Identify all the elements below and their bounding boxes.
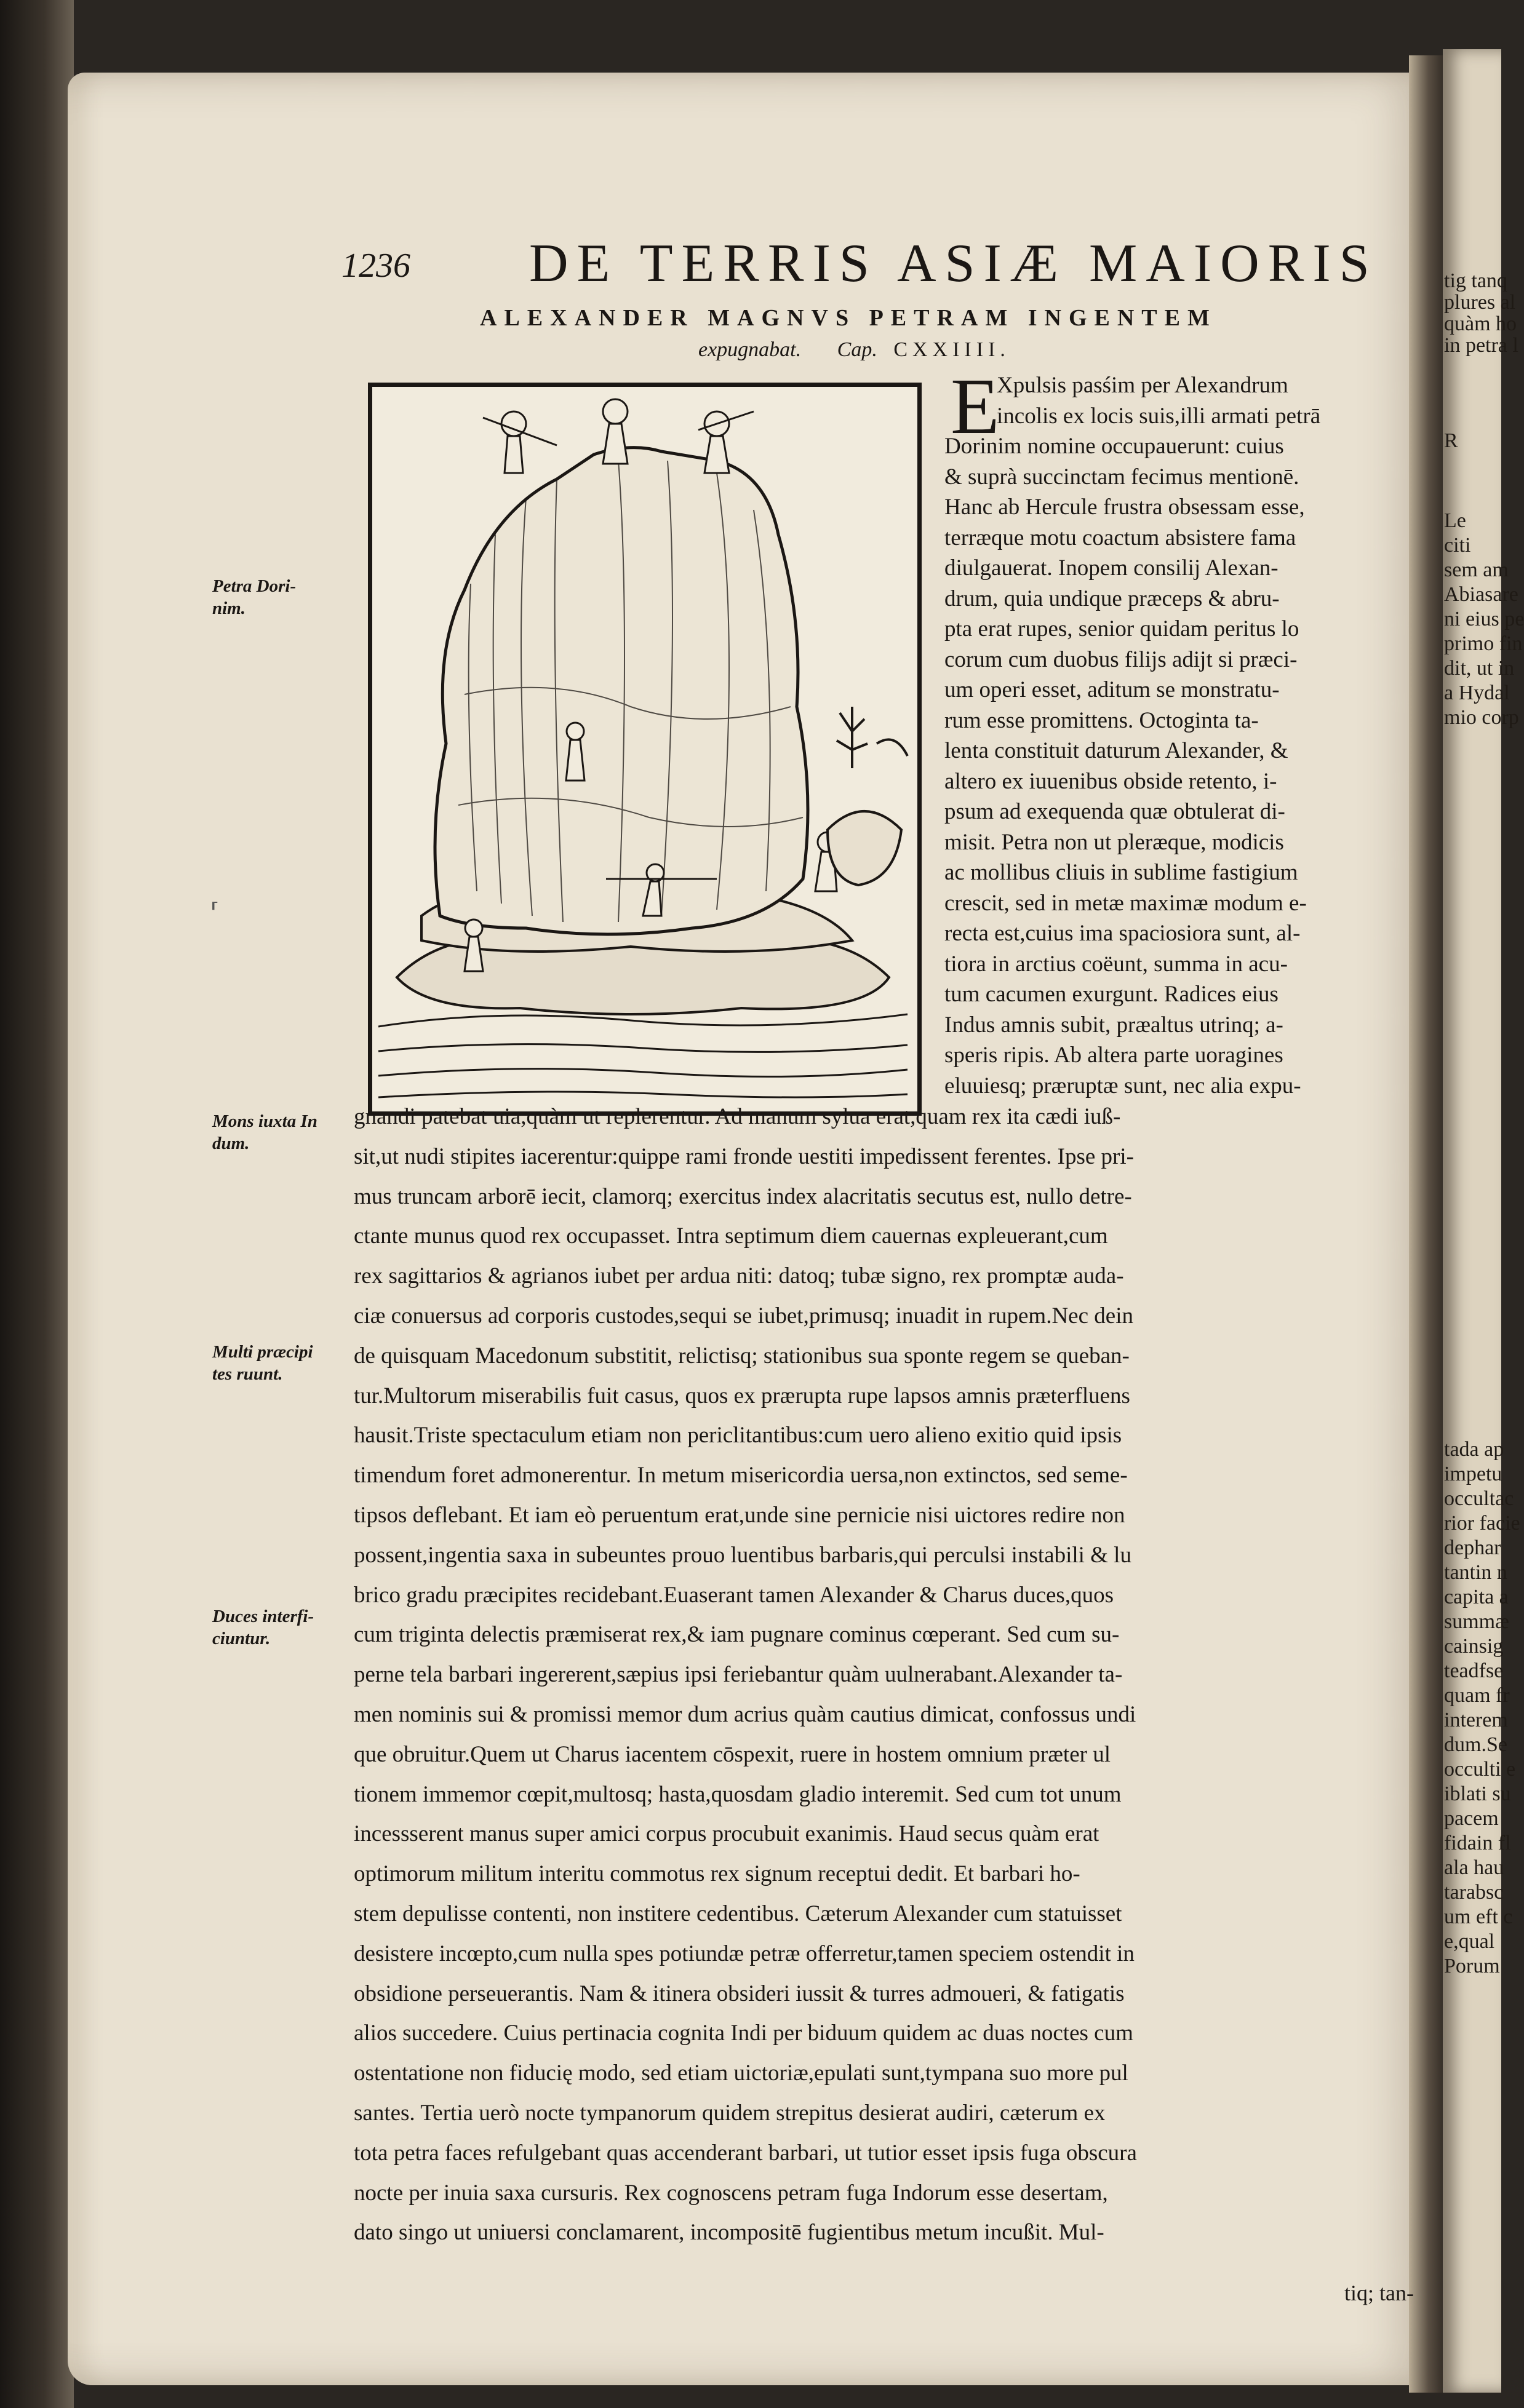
narrow-text-line: tum cacumen exurgunt. Radices eius [944,982,1279,1007]
narrow-text-line: diulgauerat. Inopem consilij Alexan- [944,555,1279,581]
chapter-number: CXXIIII. [893,338,1010,361]
body-text-line: mus truncam arborē iecit, clamorq; exercitus index alacritatis secutus est, nullo detre- [354,1183,1132,1209]
body-text-line: tipsos deflebant. Et iam eò peruentum erat,unde sine pernicie nisi uictores redire non [354,1503,1125,1528]
chapter-label: Cap. [837,338,877,361]
facing-page-text: e,qual [1444,1930,1495,1953]
facing-page-text: mio corp [1444,706,1519,729]
facing-page-text: occultac [1444,1487,1514,1510]
narrow-text-line: eluuiesq; præruptæ sunt, nec alia expu- [944,1073,1301,1099]
margin-note [212,575,296,620]
facing-page-text: citi [1444,534,1471,557]
facing-page-text: impetu [1444,1463,1502,1485]
narrow-text-line: corum cum duobus filijs adijt si præci- [944,646,1298,672]
narrow-text-line: speris ripis. Ab altera parte uoragines [944,1043,1283,1068]
narrow-text-line: Hanc ab Hercule frustra obsessam esse, [944,495,1305,520]
narrow-text-line: drum, quia undique præceps & abru- [944,586,1280,611]
facing-page-text: fidain fl [1444,1832,1511,1854]
narrow-text-line: Xpulsis pasśim per Alexandrum [997,373,1288,398]
margin-note [212,1341,313,1386]
book-left-edge [0,0,74,2408]
body-text-line: rex sagittarios & agrianos iubet per ardua niti: datoq; tubæ signo, rex promptæ auda- [354,1263,1124,1289]
margin-note-line: dum. [212,1134,250,1154]
facing-page-text: in petra l [1444,334,1518,357]
facing-page-text: dit, ut in [1444,657,1515,680]
catchword: tiq; tan- [1344,2281,1414,2305]
margin-note [212,1110,317,1155]
facing-page-text: Porum [1444,1955,1500,1977]
facing-page-text: cainsig [1444,1635,1504,1658]
narrow-text-line: incolis ex locis suis,illi armati petrā [997,403,1321,429]
facing-page-text: tarabsc [1444,1881,1504,1904]
body-text-line: perne tela barbari ingererent,sæpius ipsi feriebantur quàm uulnerabant.Alexander ta- [354,1662,1123,1688]
body-text-line: cum triginta delectis præmiserat rex,& iam pugnare cominus cœperant. Sed cum su- [354,1622,1120,1648]
chapter-heading: ALEXANDER MAGNVS PETRAM INGENTEM [480,305,1217,331]
narrow-text-line: psum ad exequenda quæ obtulerat di- [944,799,1285,824]
margin-note-line: Multi præcipi [212,1342,313,1362]
body-text-line: ciæ conuersus ad corporis custodes,sequi se iubet,primusq; inuadit in rupem.Nec dein [354,1303,1133,1329]
facing-page-text: ala hau [1444,1856,1504,1879]
facing-page-text: primo fin [1444,632,1523,655]
facing-page-text: rior facie [1444,1512,1520,1535]
narrow-text-line: misit. Petra non ut pleræque, modicis [944,829,1284,855]
narrow-text-line: tiora in arctius coëunt, summa in acu- [944,951,1288,977]
chapter-subheading [698,338,1010,362]
facing-page-text: um eft c [1444,1905,1513,1928]
facing-page-text: tantin n [1444,1561,1507,1584]
facing-page-text: pacem [1444,1807,1499,1830]
facing-page-text: tada ap [1444,1438,1504,1461]
body-text-line: timendum foret admonerentur. In metum misericordia uersa,non extinctos, sed seme- [354,1463,1128,1488]
woodcut-illustration [368,383,922,1116]
facing-page-text: a Hydal [1444,681,1510,704]
facing-page-text: quam fr [1444,1684,1510,1707]
drop-cap: E [951,362,1000,451]
body-text-line: brico gradu præcipites recidebant.Euaserant tamen Alexander & Charus duces,quos [354,1582,1114,1608]
facing-page-text: capita a [1444,1586,1509,1608]
body-text-line: dato singo ut uniuersi conclamarent, incompositē fugientibus metum incußit. Mul- [354,2220,1104,2246]
page-number: 1236 [341,247,410,285]
margin-note-line: Duces interfi- [212,1607,314,1626]
facing-page-text: R [1444,429,1458,452]
body-text-line: alios succedere. Cuius pertinacia cognita Indi per biduum quidem ac duas noctes cum [354,2021,1133,2046]
ink-mark: ⸢ [210,899,220,924]
margin-note-line: tes ruunt. [212,1364,283,1385]
body-text-line: hausit.Triste spectaculum etiam non periclitantibus:cum uero alieno exitio quid ipsis [354,1423,1122,1448]
body-text-line: que obruitur.Quem ut Charus iacentem cōspexit, ruere in hostem omnium præter ul [354,1741,1111,1767]
body-text-line: ostentatione non fiducię modo, sed etiam uictoriæ,epulati sunt,tympana suo more pul [354,2060,1128,2086]
rock-fortress-woodcut [372,387,917,1111]
margin-note-line: Mons iuxta In [212,1111,317,1131]
body-text-line: obsidione perseuerantis. Nam & itinera obsideri iussit & turres admoueri, & fatigatis [354,1981,1125,2006]
body-text-line: men nominis sui & promissi memor dum acrius quàm cautius dimicat, confossus undi [354,1702,1136,1727]
narrow-text-line: crescit, sed in metæ maximæ modum e- [944,890,1307,916]
facing-page-text: iblati su [1444,1782,1511,1805]
narrow-text-line: um operi esset, aditum se monstratu- [944,677,1280,702]
body-text-line: possent,ingentia saxa in subeuntes prouo luentibus barbaris,qui perculsi instabili & lu [354,1542,1131,1568]
facing-page-text: ni eius pe [1444,608,1524,630]
narrow-text-line: Dorinim nomine occupauerunt: cuius [944,434,1284,459]
facing-page-text: dum.Se [1444,1733,1507,1756]
facing-page-text: occulti e [1444,1758,1516,1781]
body-text-line: de quisquam Macedonum substitit, relictisq; stationibus sua sponte regem se queban- [354,1343,1130,1369]
narrow-text-line: recta est,cuius ima spaciosiora sunt, al- [944,921,1301,946]
margin-note [212,1605,314,1650]
margin-note-line: ciuntur. [212,1629,271,1649]
body-text-line: incessserent manus super amici corpus procubuit exanimis. Haud secus quàm erat [354,1821,1099,1847]
facing-page-text: interem [1444,1709,1508,1731]
body-text-line: tionem immemor cœpit,multosq; hasta,quosdam gladio interemit. Sed cum tot unum [354,1781,1122,1807]
facing-page-fragment [1443,49,1524,2393]
body-text-line: ctante munus quod rex occupasset. Intra septimum diem cauernas expleuerant,cum [354,1223,1108,1249]
facing-page-text: tig tanq [1444,269,1507,292]
facing-page-text: dephar [1444,1536,1501,1559]
facing-page-text: teadfse [1444,1659,1504,1682]
facing-page-text: quàm ho [1444,312,1517,335]
body-text-line: tota petra faces refulgebant quas accenderant barbari, ut tutior esset ipsis fuga obscura [354,2140,1137,2166]
body-text-line: stem depulisse contenti, non institere cedentibus. Cæterum Alexander cum statuisset [354,1901,1122,1926]
facing-page-text: sem am [1444,558,1509,581]
narrow-text-line: rum esse promittens. Octoginta ta- [944,707,1259,733]
facing-page-text: summæ [1444,1610,1509,1633]
narrow-text-line: Indus amnis subit, præaltus utrinq; a- [944,1012,1283,1038]
body-text-line: gnandi patebat uia,quàm ut replerentur. Ad manum sylua erat,quam rex ita cædi iuß- [354,1104,1121,1129]
narrow-text-line: altero ex iuuenibus obside retento, i- [944,768,1277,794]
narrow-text-line: lenta constituit daturum Alexander, & [944,738,1288,763]
facing-page-text: Abiasare [1444,583,1518,606]
narrow-text-line: terræque motu coactum absistere fama [944,525,1296,550]
narrow-text-line: ac mollibus cliuis in sublime fastigium [944,860,1298,885]
facing-page-text: Le [1444,509,1466,532]
narrow-text-line: & suprà succinctam fecimus mentionē. [944,464,1299,490]
body-text-line: desistere incœpto,cum nulla spes potiundæ petræ offerretur,tamen speciem ostendit in [354,1941,1135,1966]
body-text-line: optimorum militum interitu commotus rex signum receptui dedit. Et barbari ho- [354,1861,1080,1887]
margin-note-line: Petra Dori- [212,576,297,596]
margin-note-line: nim. [212,598,245,619]
facing-page-text: plures al [1444,291,1516,314]
narrow-text-line: pta erat rupes, senior quidam peritus lo [944,616,1299,642]
running-title: DE TERRIS ASIÆ MAIORIS [529,234,1378,293]
body-text-line: nocte per inuia saxa cursuris. Rex cognoscens petram fuga Indorum esse desertam, [354,2180,1108,2206]
body-text-line: santes. Tertia uerò nocte tympanorum quidem strepitus desierat audiri, cæterum ex [354,2100,1106,2126]
body-text-line: tur.Multorum miserabilis fuit casus, quos ex prærupta rupe lapsos amnis præterfluens [354,1383,1130,1409]
body-text-line: sit,ut nudi stipites iacerentur:quippe rami fronde uestiti impedissent ferentes. Ipse pri- [354,1143,1134,1169]
chapter-heading-cont: expugnabat. [698,338,802,361]
